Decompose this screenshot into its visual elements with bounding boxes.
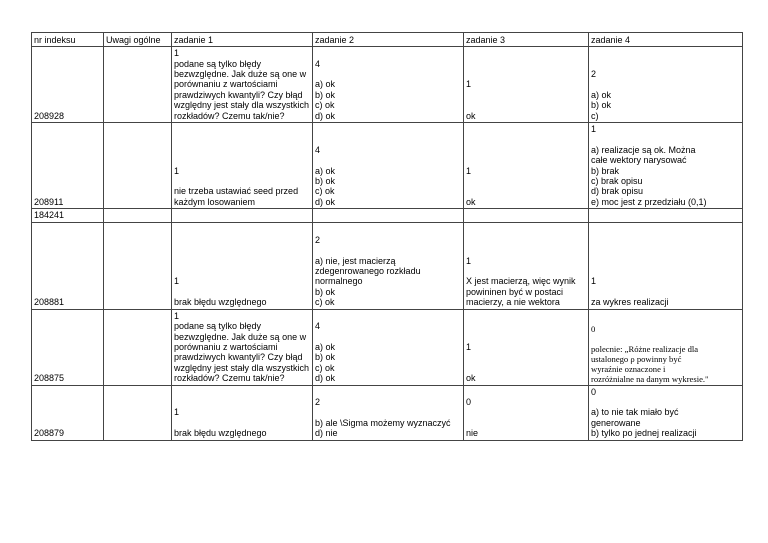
task-3-cell: 1 ok — [464, 47, 589, 123]
header-zadanie-4: zadanie 4 — [589, 33, 743, 47]
general-notes — [104, 209, 172, 222]
task-3-cell: 1 X jest macierzą, więc wynik powininen być w postaci macierzy, a nie wektora — [464, 222, 589, 309]
grades-table — [31, 32, 743, 441]
task-3-cell: 1 ok — [464, 123, 589, 209]
task-4-cell: 0 a) to nie tak miało być generowane b) tylko po jednej realizacji — [589, 385, 743, 440]
general-notes — [104, 123, 172, 209]
header-uwagi-ogolne: Uwagi ogólne — [104, 33, 172, 47]
table-row — [32, 385, 743, 440]
header-zadanie-1: zadanie 1 — [172, 33, 313, 47]
task-4-cell — [589, 209, 743, 222]
header-nr-indeksu: nr indeksu — [32, 33, 104, 47]
general-notes — [104, 385, 172, 440]
task-4-cell: 1 za wykres realizacji — [589, 222, 743, 309]
student-id: 208881 — [32, 222, 104, 309]
general-notes — [104, 47, 172, 123]
task-4-cell: 1 a) realizacje są ok. Można całe wektory narysować b) brak c) brak opisu d) brak opisu e) moc jest z przedziału (0,1) — [589, 123, 743, 209]
student-id: 208928 — [32, 47, 104, 123]
task-2-cell: 4 a) ok b) ok c) ok d) ok — [313, 123, 464, 209]
student-id: 208879 — [32, 385, 104, 440]
task-3-cell — [464, 209, 589, 222]
task-2-cell: 4 a) ok b) ok c) ok d) ok — [313, 309, 464, 385]
task-2-cell: 2 b) ale \Sigma możemy wyznaczyć d) nie — [313, 385, 464, 440]
task-1-cell: 1 nie trzeba ustawiać seed przed każdym losowaniem — [172, 123, 313, 209]
task-1-cell: 1 brak błędu względnego — [172, 385, 313, 440]
task-1-cell: 1 podane są tylko błędy bezwzględne. Jak duże są one w porównaniu z wartościami prawdziwych kwantyli? Czy błąd względny jest stały dla wszystkich rozkładów? Czemu tak/nie? — [172, 309, 313, 385]
task-1-cell — [172, 209, 313, 222]
task-1-cell: 1 podane są tylko błędy bezwzględne. Jak duże są one w porównaniu z wartościami prawdziwych kwantyli? Czy błąd względny jest stały dla wszystkich rozkładów? Czemu tak/nie? — [172, 47, 313, 123]
task-2-cell: 2 a) nie, jest macierzą zdegenrowanego rozkładu normalnego b) ok c) ok — [313, 222, 464, 309]
table-row — [32, 222, 743, 309]
student-id: 208875 — [32, 309, 104, 385]
table-row — [32, 47, 743, 123]
task-1-cell: 1 brak błędu względnego — [172, 222, 313, 309]
header-row — [32, 33, 743, 47]
task-2-cell: 4 a) ok b) ok c) ok d) ok — [313, 47, 464, 123]
table-row — [32, 309, 743, 385]
task-3-cell: 1 ok — [464, 309, 589, 385]
general-notes — [104, 309, 172, 385]
task-2-cell — [313, 209, 464, 222]
task-4-cell: 0 polecnie: „Różne realizacje dla ustalonego ρ powinny być wyraźnie oznaczone i rozróżnialne na danym wykresie." — [589, 309, 743, 385]
table-row — [32, 123, 743, 209]
table-row — [32, 209, 743, 222]
header-zadanie-3: zadanie 3 — [464, 33, 589, 47]
task-4-cell: 2 a) ok b) ok c) — [589, 47, 743, 123]
student-id: 184241 — [32, 209, 104, 222]
student-id: 208911 — [32, 123, 104, 209]
general-notes — [104, 222, 172, 309]
header-zadanie-2: zadanie 2 — [313, 33, 464, 47]
task-3-cell: 0 nie — [464, 385, 589, 440]
